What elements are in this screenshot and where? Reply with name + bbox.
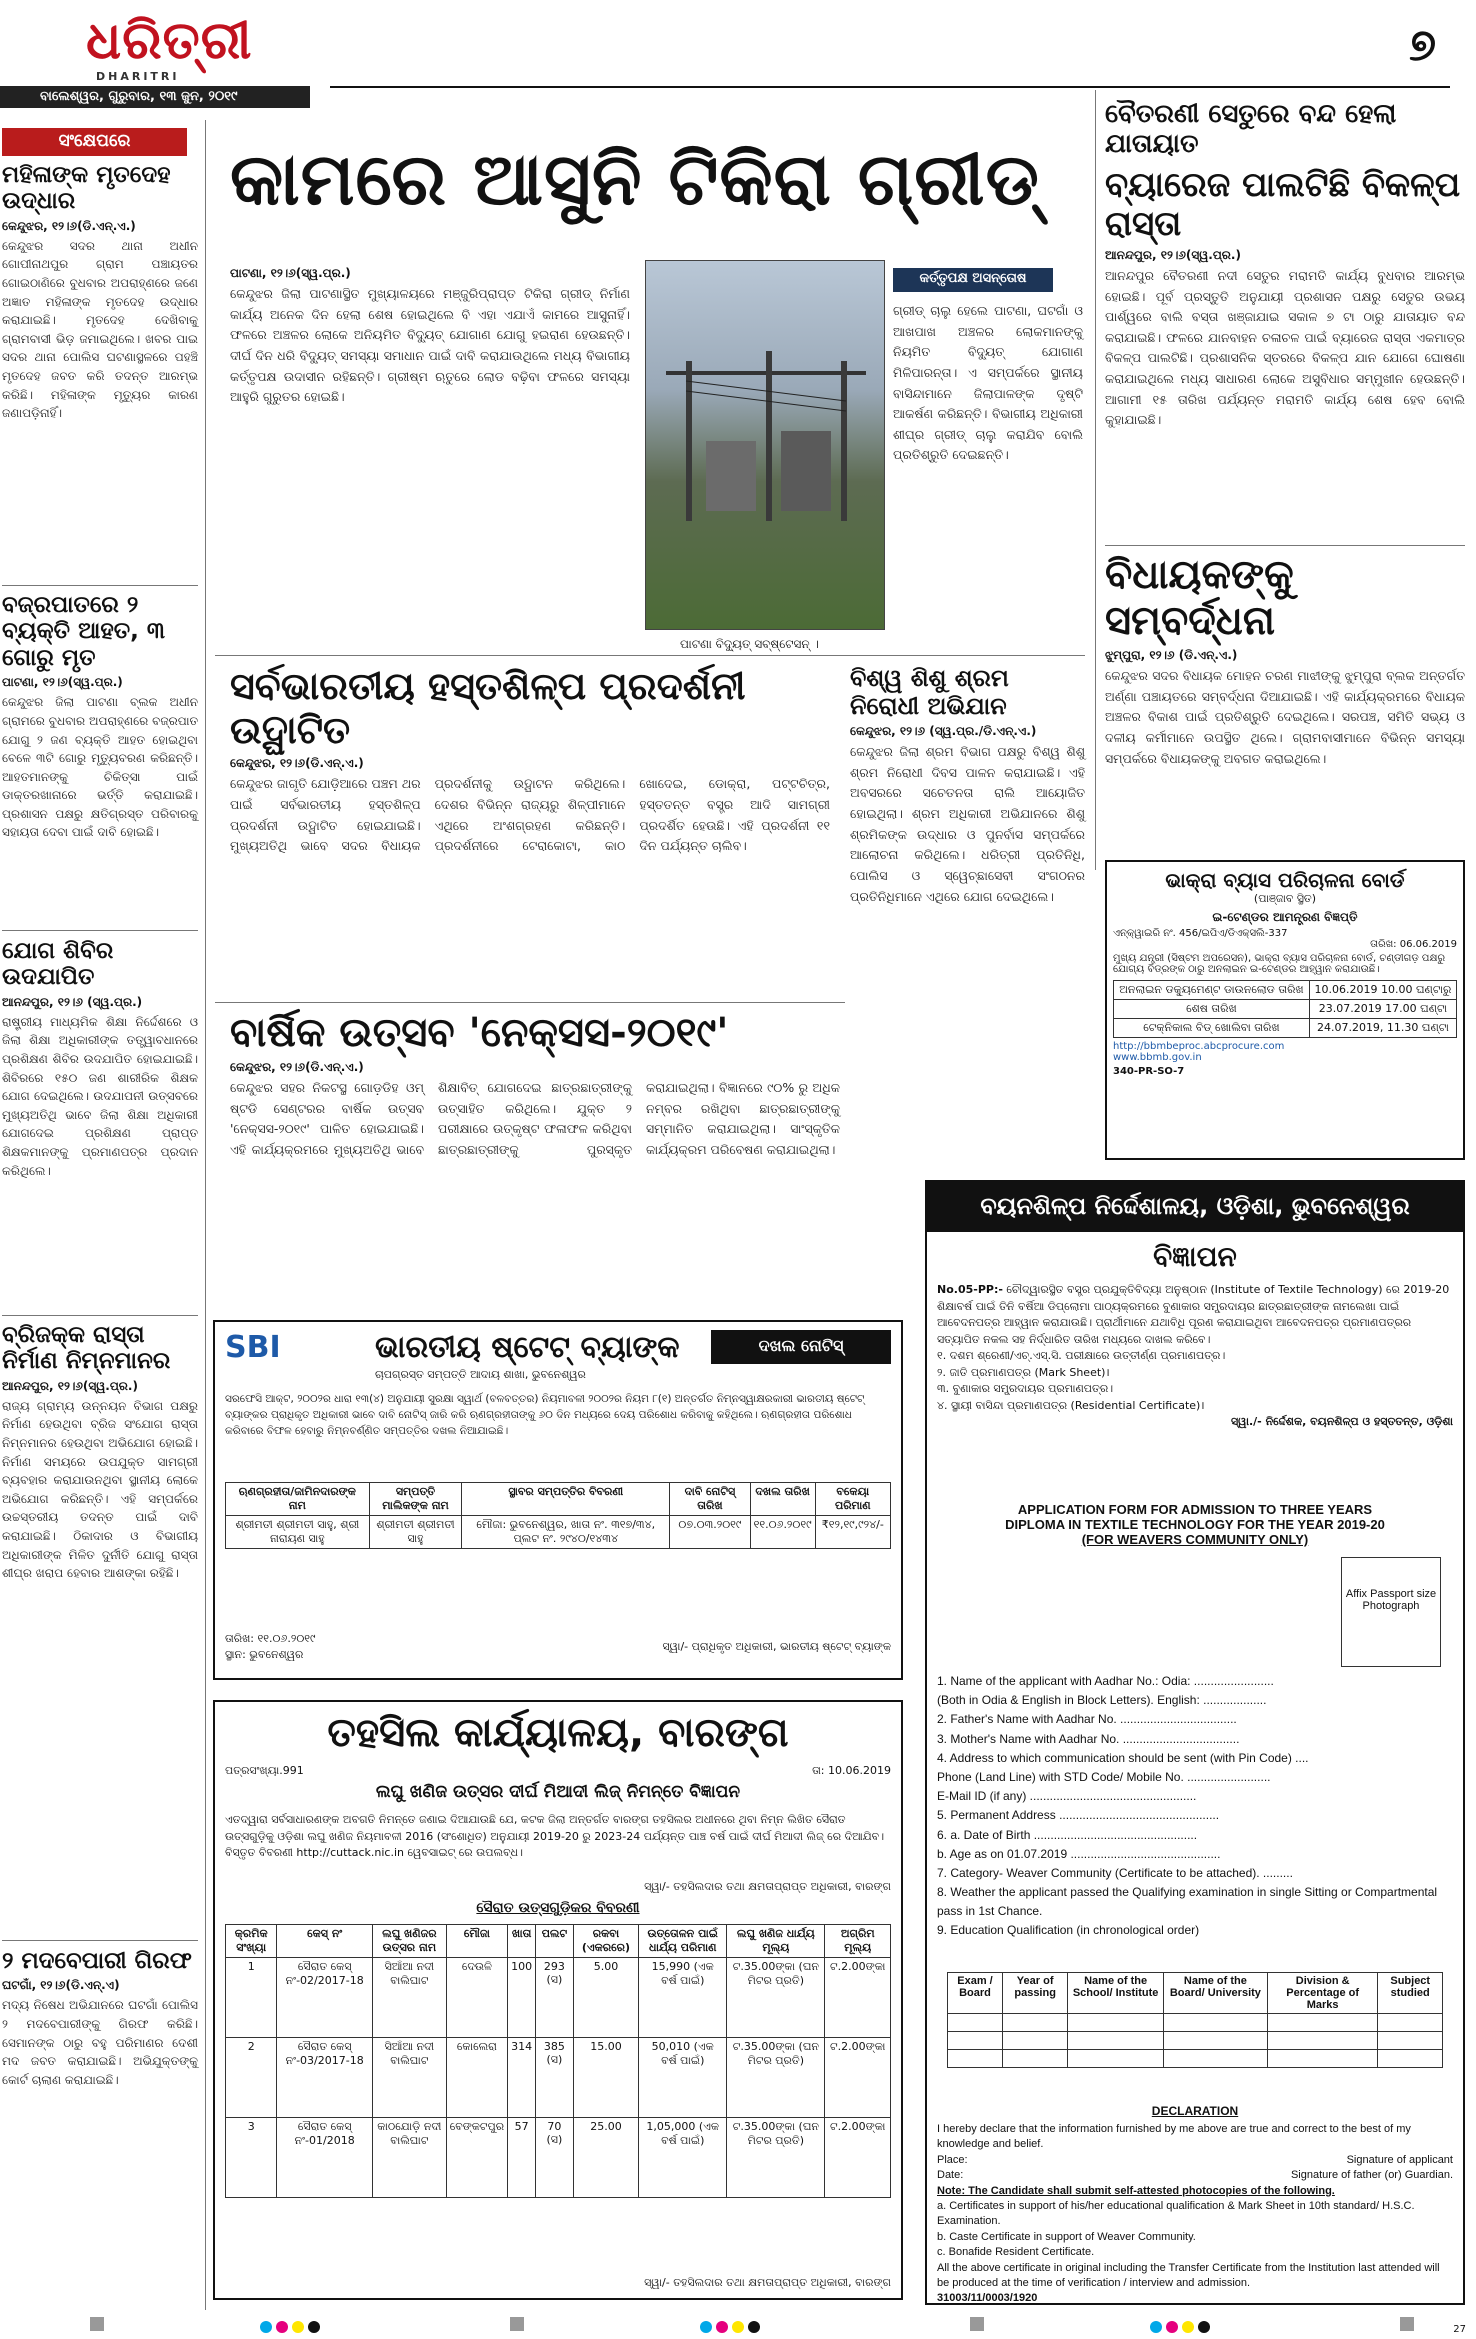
brief-item <box>2 162 198 423</box>
textile-body-wrap <box>937 1282 1453 1431</box>
divider <box>2 1315 198 1316</box>
lead-headline: କାମରେ ଆସୁନି ଟିକିରା ଗ୍ରୀଡ୍‌ <box>230 137 1040 221</box>
sbi-possession-notice <box>213 1320 903 1680</box>
note-item: c. Bonafide Resident Certificate. <box>937 2246 1095 2259</box>
edu-cell[interactable] <box>1068 2032 1164 2050</box>
child-labour-body: କେନ୍ଦୁଝର ଜିଲା ଶ୍ରମ ବିଭାଗ ପକ୍ଷରୁ ବିଶ୍ୱ ଶିଶୁ ଶ୍ରମ ନିରୋଧୀ ଦିବସ ପାଳନ କରାଯାଇଛି। ଏହି ଅବସରରେ ସଚେତନତା ରାଲି ଆୟୋଜିତ ହୋଇଥିଲା। ଶ୍ରମ ଅଧିକାରୀ ଅଭିଯାନରେ ଶିଶୁ ଶ୍ରମିକଙ୍କ ଉଦ୍ଧାର ଓ ପୁନର୍ବାସ ସମ୍ପର୍କରେ ଆଲୋଚନା କରିଥିଲେ। ଧରିତ୍ରୀ ପ୍ରତିନିଧି, ପୋଲିସ ଓ ସ୍ୱେଚ୍ଛାସେବୀ ସଂଗଠନର ପ୍ରତିନିଧିମାନେ ଏଥିରେ ଯୋଗ ଦେଇଥିଲେ। <box>850 744 1085 904</box>
cmyk-marks <box>1150 2321 1210 2333</box>
tahasil-cell: 15.00 <box>573 2038 639 2118</box>
edu-cell[interactable] <box>948 2032 1003 2050</box>
column-divider <box>205 120 206 2310</box>
sbi-cell: ₹୧୨,୧୯,୯୨୪/- <box>815 1516 890 1549</box>
handicraft-story <box>230 665 830 857</box>
tahasil-cell: 57 <box>508 2118 536 2198</box>
table-row <box>226 1958 891 2038</box>
edu-cell[interactable] <box>948 2014 1003 2032</box>
form-field-line: 6. a. Date of Birth ................................................. <box>937 1827 1198 1842</box>
textile-title: ବିଜ୍ଞାପନ <box>1153 1240 1237 1273</box>
briefs-tag: ସଂକ୍ଷେପରେ <box>2 128 187 156</box>
sbi-col-header: ଦଖଲ ତାରିଖ <box>750 1483 815 1516</box>
form-field-line: 4. Address to which communication should be sent (with Pin Code) .... <box>937 1750 1309 1765</box>
brief-byline: କେନ୍ଦୁଝର, ୧୨।୬(ଡି.ଏନ୍.ଏ.) <box>2 218 136 233</box>
child-labour-story <box>850 665 1085 907</box>
textile-list-item: ୩. ବୁଣାକାର ସମ୍ପ୍ରଦାୟର ପ୍ରମାଣପତ୍ର। <box>937 1382 1114 1395</box>
bbmb-cell: ଶେଷ ତାରିଖ <box>1114 1000 1310 1019</box>
sbi-place: ସ୍ଥାନ: ଭୁବନେଶ୍ୱର <box>225 1648 304 1661</box>
child-labour-byline: କେନ୍ଦୁଝର, ୧୨।୬ (ସ୍ୱ.ପ୍ର./ଡି.ଏନ୍.ଏ.) <box>850 724 1037 739</box>
form-field-line: 5. Permanent Address ................................................ <box>937 1808 1220 1823</box>
note-item: a. Certificates in support of his/her educational qualification & Mark Sheet in 10th standard/ H.S.C. Examination. <box>937 2199 1415 2228</box>
handicraft-byline: କେନ୍ଦୁଝର, ୧୨।୬(ଡି.ଏନ୍.ଏ.) <box>230 756 364 771</box>
bbmb-title: ଭାକ୍ରା ବ୍ୟାସ ପରିଚାଳନା ବୋର୍ଡ <box>1165 868 1405 892</box>
declaration-text: I hereby declare that the information furnished by me above are true and correct to the best of my knowledge and belief. <box>937 2123 1411 2151</box>
magenta-dot <box>716 2321 728 2333</box>
note-item: All the above certificate in original including the Transfer Certificate from the Institution last attended will be produced at the time of verification / interview and admission. <box>937 2261 1440 2289</box>
brief-headline: ବଜ୍ରପାତରେ ୨ ବ୍ୟକ୍ତି ଆହତ, ୩ ଗୋରୁ ମୃତ <box>2 592 165 671</box>
tahasil-cell: ସୈରାତ କେସ୍ ନଂ-03/2017-18 <box>277 2038 373 2118</box>
sbi-col-header: ସ୍ଥାବର ସମ୍ପତ୍ତିର ବିବରଣୀ <box>462 1483 670 1516</box>
brief-item <box>2 1322 198 1583</box>
brief-byline: ଆନନ୍ଦପୁର, ୧୨।୬ (ସ୍ୱ.ପ୍ର.) <box>2 994 143 1009</box>
sbi-col-header: ଦାବି ନୋଟିସ୍ ତାରିଖ <box>670 1483 750 1516</box>
bbmb-body: ମୁଖ୍ୟ ଯନ୍ତ୍ରୀ (ସିଷ୍ଟମ ଅପରେସନ), ଭାକ୍ରା ବ୍ୟାସ ପରିଚାଳନା ବୋର୍ଡ, ଚଣ୍ଡୀଗଡ଼ ପକ୍ଷରୁ ଯୋଗ୍ୟ ବିଡ୍‌ରଙ୍କ ଠାରୁ ଅନଲାଇନ ଇ-ଟେଣ୍ଡର ଆହ୍ୱାନ କରାଯାଉଛି। <box>1113 953 1446 975</box>
textile-dept: ବୟନଶିଳ୍ପ ନିର୍ଦ୍ଦେଶାଳୟ, ଓଡ଼ିଶା, ଭୁବନେଶ୍ୱର <box>927 1182 1463 1232</box>
divider <box>215 655 1085 656</box>
black-dot <box>748 2321 760 2333</box>
bbmb-dates-table <box>1113 980 1457 1038</box>
tahasil-col-header: ଖାତା <box>508 1925 536 1958</box>
form-field-line: 1. Name of the applicant with Aadhar No.: Odia: ........................ <box>937 1674 1274 1688</box>
edu-cell[interactable] <box>1163 2014 1267 2032</box>
edu-cell[interactable] <box>1378 2050 1443 2068</box>
yellow-dot <box>292 2321 304 2333</box>
declaration-block <box>937 2122 1453 2307</box>
form-field-line: 7. Category- Weaver Community (Certificate to be attached). ......... <box>937 1865 1293 1880</box>
yellow-dot <box>1182 2321 1194 2333</box>
bbmb-cell: ଟେକ୍ନିକାଲ ବିଡ୍ ଖୋଲିବା ତାରିଖ <box>1114 1019 1310 1038</box>
tahasil-cell: କାଠଯୋଡ଼ି ନଦୀ ବାଲିଘାଟ <box>372 2118 446 2198</box>
bbmb-url-link[interactable]: http://bbmbeproc.abcprocure.com <box>1113 1041 1285 1052</box>
tahasil-cell: ସୈରାତ କେସ୍ ନଂ-01/2018 <box>277 2118 373 2198</box>
tahasil-subtitle: ଲଘୁ ଖଣିଜ ଉତ୍ସର ଦୀର୍ଘ ମିଆଦୀ ଲିଜ୍ ନିମନ୍ତେ ବିଜ୍ଞାପନ <box>375 1782 741 1802</box>
edu-cell[interactable] <box>1267 2032 1378 2050</box>
table-header-row <box>948 1973 1443 2014</box>
tahasil-cell: ସିଆଁଆ ନଦୀ ବାଲିଘାଟ <box>372 1958 446 2038</box>
textile-sign: ସ୍ୱା./- ନିର୍ଦ୍ଦେଶକ, ବୟନଶିଳ୍ପ ଓ ହସ୍ତତନ୍ତ, ଓଡ଼ିଶା <box>1231 1415 1453 1428</box>
divider <box>215 1002 845 1003</box>
tahasil-cell: 15,990 (ଏକ ବର୍ଷ ପାଇଁ) <box>639 1958 727 2038</box>
page-number: ୭ <box>1409 20 1436 71</box>
sig-applicant: Signature of applicant <box>1346 2153 1453 2166</box>
bbmb-sub: (ପାଞ୍ଜାବ ସ୍ଥିତ) <box>1253 892 1317 905</box>
table-row <box>948 2032 1443 2050</box>
form-fields <box>937 1672 1453 1941</box>
tahasil-cell: 70 (ସ) <box>536 2118 574 2198</box>
tahasil-date: ତା: 10.06.2019 <box>812 1764 891 1777</box>
date-label: Date: <box>937 2169 964 2182</box>
registration-mark <box>510 2317 524 2331</box>
table-row <box>1114 1019 1457 1038</box>
textile-body: ଚୌଦ୍ୱାରସ୍ଥିତ ବସ୍ତ୍ର ପ୍ରଯୁକ୍ତିବିଦ୍ୟା ଅନୁଷ୍ଠାନ (Institute of Textile Technology) ରେ 2019-20 ଶିକ୍ଷାବର୍ଷ ପାଇଁ ତିନି ବର୍ଷିଆ ଡିପ୍ଲୋମା ପାଠ୍ୟକ୍ରମରେ ବୁଣାକାର ସମ୍ପ୍ରଦାୟର ଛାତ୍ରଛାତ୍ରୀଙ୍କ ନାମଲେଖା ପାଇଁ ଆବେଦନପତ୍ର ଆହ୍ୱାନ କରାଯାଉଛି। ପ୍ରାର୍ଥୀମାନେ ଯଥାବିଧି ପୂରଣ କରାଯାଇଥିବା ଆବେଦନପତ୍ର ପ୍ରମାଣପତ୍ରର ସତ୍ୟାପିତ ନକଲ ସହ ନିର୍ଦ୍ଧାରିତ ତାରିଖ ମଧ୍ୟରେ ଦାଖଲ କରିବେ। <box>937 1283 1450 1346</box>
tahasil-cell: 1 <box>226 1958 277 2038</box>
brief-item <box>2 938 198 1180</box>
newspaper-logo: ଧରିତ୍ରୀ <box>86 10 253 71</box>
note-title: Note: The Candidate shall submit self-attested photocopies of the following. <box>937 2184 1335 2197</box>
nexus-body: କେନ୍ଦୁଝର ସହର ନିକଟସ୍ଥ ଗୋଡ଼ଡିହ ଓମ୍ ଷ୍ଟଡି ସେଣ୍ଟରର ବାର୍ଷିକ ଉତ୍ସବ 'ନେକ୍ସସ-୨୦୧୯' ପାଳିତ ହୋଇଯାଇଛି। ଏହି କାର୍ଯ୍ୟକ୍ରମରେ ମୁଖ୍ୟଅତିଥି ଭାବେ ଶିକ୍ଷାବିତ୍ ଯୋଗଦେଇ ଛାତ୍ରଛାତ୍ରୀଙ୍କୁ ଉତ୍ସାହିତ କରିଥିଲେ। ଯୁକ୍ତ ୨ ପରୀକ୍ଷାରେ ଉତ୍କୃଷ୍ଟ ଫଳାଫଳ କରିଥିବା ଛାତ୍ରଛାତ୍ରୀଙ୍କୁ ପୁରସ୍କୃତ କରାଯାଇଥିଲା। ବିଜ୍ଞାନରେ ୯୦% ରୁ ଅଧିକ ନମ୍ବର ରଖିଥିବା ଛାତ୍ରଛାତ୍ରୀଙ୍କୁ ସମ୍ମାନିତ କରାଯାଇଥିଲା। ସାଂସ୍କୃତିକ କାର୍ଯ୍ୟକ୍ରମ ପରିବେଷଣ କରାଯାଇଥିଲା। <box>230 1080 840 1157</box>
form-field-line: (Both in Odia & English in Block Letters). English: ................... <box>937 1693 1267 1708</box>
divider <box>2 585 198 586</box>
bbmb-cell: 23.07.2019 17.00 ଘଣ୍ଟା <box>1309 1000 1456 1019</box>
edu-cell[interactable] <box>1068 2050 1164 2068</box>
form-field-line: b. Age as on 01.07.2019 ............................................. <box>937 1846 1221 1861</box>
handicraft-body: କେନ୍ଦୁଝର ଜାଗୃତି ଯୋଡ଼ିଆରେ ପଞ୍ଚମ ଥର ପାଇଁ ସର୍ବଭାରତୀୟ ହସ୍ତଶିଳ୍ପ ପ୍ରଦର୍ଶନୀ ଉଦ୍ଘାଟିତ ହୋଇଯାଇଛି। ମୁଖ୍ୟଅତିଥି ଭାବେ ସଦର ବିଧାୟକ ପ୍ରଦର୍ଶନୀକୁ ଉଦ୍ଘାଟନ କରିଥିଲେ। ଦେଶର ବିଭିନ୍ନ ରାଜ୍ୟରୁ ଶିଳ୍ପୀମାନେ ଏଥିରେ ଅଂଶଗ୍ରହଣ କରିଛନ୍ତି। ପ୍ରଦର୍ଶନୀରେ ଟେରାକୋଟା, କାଠ ଖୋଦେଇ, ଡୋକ୍ରା, ପଟ୍ଟଚିତ୍ର, ହସ୍ତତନ୍ତ ବସ୍ତ୍ର ଆଦି ସାମଗ୍ରୀ ପ୍ରଦର୍ଶିତ ହେଉଛି। ଏହି ପ୍ରଦର୍ଶନୀ ୧୧ ଦିନ ପର୍ଯ୍ୟନ୍ତ ଚାଲିବ। <box>230 776 830 854</box>
table-row <box>948 2014 1443 2032</box>
tahasil-col-header: ଲଘୁ ଖଣିଜର ଉତ୍ସର ନାମ <box>372 1925 446 1958</box>
cyan-dot <box>1150 2321 1162 2333</box>
footer-code: 27 <box>1453 2324 1466 2335</box>
vaitarani-story <box>1105 100 1465 431</box>
tahasil-cell: 314 <box>508 2038 536 2118</box>
photo-caption: ପାଟଣା ବିଦ୍ୟୁତ୍ ସବ୍‌ଷ୍ଟେସନ୍ । <box>680 637 819 651</box>
sbi-body: ସରଫେସି ଆକ୍ଟ, ୨୦୦୨ର ଧାରା ୧୩(୪) ଅନୁଯାୟୀ ସୁରକ୍ଷା ସ୍ୱାର୍ଥ (ବଳବତ୍ତର) ନିୟମାବଳୀ ୨୦୦୨ର ନିୟମ ୮(୧) ଅନ୍ତର୍ଗତ ନିମ୍ନସ୍ୱାକ୍ଷରକାରୀ ଭାରତୀୟ ଷ୍ଟେଟ୍ ବ୍ୟାଙ୍କର ପ୍ରାଧିକୃତ ଅଧିକାରୀ ଭାବେ ଦାବି ନୋଟିସ୍ ଜାରି କରି ଋଣଗ୍ରହୀତାଙ୍କୁ ୬୦ ଦିନ ମଧ୍ୟରେ ଦେୟ ପରିଶୋଧ କରିବାକୁ କହିଥିଲେ। ଋଣଗ୍ରହୀତା ପରିଶୋଧ କରିବାରେ ବିଫଳ ହେବାରୁ ନିମ୍ନବର୍ଣ୍ଣିତ ସମ୍ପତ୍ତିର ଦଖଲ ନିଆଯାଇଛି। <box>225 1393 865 1437</box>
tahasil-col-header: ରକବା (ଏକରରେ) <box>573 1925 639 1958</box>
place-label: Place: <box>937 2153 968 2166</box>
edu-cell[interactable] <box>1068 2014 1164 2032</box>
lead-body-right: ଗ୍ରୀଡ୍ ଚାଲୁ ହେଲେ ପାଟଣା, ଘଟଗାଁ ଓ ଆଖପାଖ ଅଞ୍ଚଳର ଲୋକମାନଙ୍କୁ ନିୟମିତ ବିଦ୍ୟୁତ୍ ଯୋଗାଣ ମିଳିପାରନ୍ତା। ଏ ସମ୍ପର୍କରେ ସ୍ଥାନୀୟ ବାସିନ୍ଦାମାନେ ଜିଲାପାଳଙ୍କ ଦୃଷ୍ଟି ଆକର୍ଷଣ କରିଛନ୍ତି। ବିଭାଗୀୟ ଅଧିକାରୀ ଶୀଘ୍ର ଗ୍ରୀଡ୍ ଚାଲୁ କରାଯିବ ବୋଲି ପ୍ରତିଶ୍ରୁତି ଦେଇଛନ୍ତି। <box>893 303 1083 463</box>
note-item: b. Caste Certificate in support of Weaver Community. <box>937 2230 1196 2243</box>
brief-body: କେନ୍ଦୁଝର ସଦର ଥାନା ଅଧୀନ ଗୋପୀନାଥପୁର ଗ୍ରାମ ପଞ୍ଚାୟତର ଗୋଇଠାଣିରେ ବୁଧବାର ଅପରାହ୍ଣରେ ଜଣେ ଅଜ୍ଞାତ ମହିଳାଙ୍କ ମୃତଦେହ ଉଦ୍ଧାର କରାଯାଇଛି। ମୃତଦେହ ଦେଖିବାକୁ ଗ୍ରାମବାସୀ ଭିଡ଼ ଜମାଇଥିଲେ। ଖବର ପାଇ ସଦର ଥାନା ପୋଲିସ ଘଟଣାସ୍ଥଳରେ ପହଞ୍ଚି ମୃତଦେହ ଜବତ କରି ତଦନ୍ତ ଆରମ୍ଭ କରିଛି। ମହିଳାଙ୍କ ମୃତ୍ୟୁର କାରଣ ଜଣାପଡ଼ିନାହିଁ। <box>2 238 198 421</box>
tahasil-col-header: ଅଗ୍ରିମ ମୂଲ୍ୟ <box>825 1925 891 1958</box>
magenta-dot <box>276 2321 288 2333</box>
tahasil-cell: 385 (ସ) <box>536 2038 574 2118</box>
tahasil-cell: ଟ.35.00ଙ୍କା (ଘନ ମିଟର ପ୍ରତି) <box>727 2118 825 2198</box>
bbmb-date: ତାରିଖ: 06.06.2019 <box>1370 939 1457 950</box>
brief-headline: ବ୍ରିଜକ୍କ ରାସ୍ତା ନିର୍ମାଣ ନିମ୍ନମାନର <box>2 1322 171 1375</box>
textile-code: 31003/11/0003/1920 <box>937 2292 1038 2305</box>
edu-col-header: Exam / Board <box>948 1973 1003 2014</box>
brief-headline: ୨ ମଦବେପାରୀ ଗିରଫ <box>2 1948 192 1974</box>
tahasil-title: ତହସିଲ କାର୍ଯ୍ୟାଳୟ, ବାରଙ୍ଗ <box>327 1710 789 1756</box>
form-title <box>927 1502 1463 1547</box>
sbi-col-header: ସମ୍ପତ୍ତି ମାଲିକଙ୍କ ନାମ <box>369 1483 462 1516</box>
table-row <box>1114 981 1457 1000</box>
mla-body: କେନ୍ଦୁଝର ସଦର ବିଧାୟକ ମୋହନ ଚରଣ ମାଝୀଙ୍କୁ ଝୁମ୍ପୁରା ବ୍ଲକ ଅନ୍ତର୍ଗତ ଅର୍ଣ୍ଣା ପଞ୍ଚାୟତରେ ସମ୍ବର୍ଦ୍ଧନା ଦିଆଯାଇଛି। ଏହି କାର୍ଯ୍ୟକ୍ରମରେ ବିଧାୟକ ଅଞ୍ଚଳର ବିକାଶ ପାଇଁ ପ୍ରତିଶ୍ରୁତି ଦେଇଥିଲେ। ସରପଞ୍ଚ, ସମିତି ସଭ୍ୟ ଓ ଦଳୀୟ କର୍ମୀମାନେ ଉପସ୍ଥିତ ଥିଲେ। ଗ୍ରାମବାସୀମାନେ ବିଭିନ୍ନ ସମସ୍ୟା ସମ୍ପର୍କରେ ବିଧାୟକଙ୍କୁ ଅବଗତ କରାଇଥିଲେ। <box>1105 668 1465 766</box>
brief-item <box>2 592 198 842</box>
bbmb-url-link[interactable]: www.bbmb.gov.in <box>1113 1052 1202 1063</box>
tahasil-cell: ଟ.35.00ଙ୍କା (ଘନ ମିଟର ପ୍ରତି) <box>727 2038 825 2118</box>
tahasil-cell: 100 <box>508 1958 536 2038</box>
tahasil-cell: ସିଆଁଆ ନଦୀ ବାଲିଘାଟ <box>372 2038 446 2118</box>
tahasil-table-title: ସୈରାତ ଉତ୍ସଗୁଡ଼ିକର ବିବରଣୀ <box>476 1900 640 1916</box>
tahasil-cell: କୋଲେରା <box>446 2038 507 2118</box>
black-dot <box>1198 2321 1210 2333</box>
textile-list-item: ୨. ଜାତି ପ୍ରମାଣପତ୍ର (Mark Sheet)। <box>937 1365 1110 1379</box>
tahasil-col-header: କ୍ରମିକ ସଂଖ୍ୟା <box>226 1925 277 1958</box>
vaitarani-headline: ବ୍ୟାରେଜ ପାଲଟିଛି ବିକଳ୍ପ ରାସ୍ତା <box>1105 164 1461 244</box>
edu-cell[interactable] <box>1378 2032 1443 2050</box>
bbmb-cell: 10.06.2019 10.00 ଘଣ୍ଟାରୁ <box>1309 981 1456 1000</box>
tahasil-col-header: ପଲଟ <box>536 1925 574 1958</box>
edu-cell[interactable] <box>1003 2050 1068 2068</box>
bbmb-tender-label: ଇ-ଟେଣ୍ଡର ଆମନ୍ତ୍ରଣ ବିଜ୍ଞପ୍ତି <box>1212 910 1358 924</box>
tahasil-signature: ସ୍ୱା/- ତହସିଲଦାର ତଥା କ୍ଷମତାପ୍ରାପ୍ତ ଅଧିକାରୀ, ବାରଙ୍ଗ <box>644 2276 891 2289</box>
sbi-table-wrap <box>225 1482 891 1549</box>
tahasil-col-header: ଉତ୍ତୋଳନ ପାଇଁ ଧାର୍ଯ୍ୟ ପରିମାଣ <box>639 1925 727 1958</box>
form-field-line: 2. Father's Name with Aadhar No. ................................... <box>937 1712 1237 1727</box>
sig-father: Signature of father (or) Guardian. <box>1290 2169 1453 2182</box>
brief-item <box>2 1948 198 2089</box>
lead-byline: ପାଟଣା, ୧୨।୬(ସ୍ୱ.ପ୍ର.) <box>230 266 351 280</box>
bbmb-code: 340-PR-SO-7 <box>1113 1066 1185 1077</box>
tahasil-cell: ଟ.35.00ଙ୍କା (ଘନ ମିଟର ପ୍ରତି) <box>727 1958 825 2038</box>
black-dot <box>308 2321 320 2333</box>
divider <box>1105 545 1465 546</box>
substation-photo <box>645 260 885 630</box>
table-row <box>226 2038 891 2118</box>
bbmb-cell: ଅନଲାଇନ ଡକ୍ୟୁମେଣ୍ଟ ଡାଉନଲୋଡ ତାରିଖ <box>1114 981 1310 1000</box>
tahasil-cell: 1,05,000 (ଏକ ବର୍ଷ ପାଇଁ) <box>639 2118 727 2198</box>
sbi-col-header: ଋଣଗ୍ରହୀତା/ଜାମିନଦାରଙ୍କ ନାମ <box>226 1483 370 1516</box>
sbi-logo: SBI <box>225 1330 281 1365</box>
edu-cell[interactable] <box>1267 2014 1378 2032</box>
edu-cell[interactable] <box>1003 2014 1068 2032</box>
vaitarani-kicker: ବୈତରଣୀ ସେତୁରେ ବନ୍ଦ ହେଲା ଯାତାୟାତ <box>1105 99 1397 159</box>
form-field-line: Phone (Land Line) with STD Code/ Mobile No. ......................... <box>937 1769 1271 1784</box>
tahasil-cell: ବେଙ୍କଟପୁର <box>446 2118 507 2198</box>
lead-story-left <box>230 262 630 408</box>
tahasil-notice <box>213 1700 903 2300</box>
tahasil-table-wrap <box>225 1924 891 2198</box>
edu-cell[interactable] <box>1163 2050 1267 2068</box>
cyan-dot <box>260 2321 272 2333</box>
bbmb-tender-ad <box>1105 860 1465 1160</box>
edu-cell[interactable] <box>1378 2014 1443 2032</box>
mla-byline: ଝୁମ୍ପୁରା, ୧୨।୬ (ଡି.ଏନ୍.ଏ.) <box>1105 648 1238 662</box>
registration-mark <box>1400 2317 1414 2331</box>
form-title-line: APPLICATION FORM FOR ADMISSION TO THREE YEARS <box>1017 1502 1373 1517</box>
child-labour-headline: ବିଶ୍ୱ ଶିଶୁ ଶ୍ରମ ନିରୋଧୀ ଅଭିଯାନ <box>850 664 1009 720</box>
declaration-title: DECLARATION <box>1151 2104 1239 2118</box>
vaitarani-byline: ଆନନ୍ଦପୁର, ୧୨।୬(ସ୍ୱ.ପ୍ର.) <box>1105 247 1241 262</box>
form-title-line: (FOR WEAVERS COMMUNITY ONLY) <box>1081 1532 1309 1547</box>
textile-list-item: ୧. ଦଶମ ଶ୍ରେଣୀ/ଏଚ୍.ଏସ୍.ସି. ପରୀକ୍ଷାରେ ଉତ୍ତୀର୍ଣ୍ଣ ପ୍ରମାଣପତ୍ର। <box>937 1349 1226 1362</box>
dateline: ବାଲେଶ୍ୱର, ଗୁରୁବାର, ୧୩ ଜୁନ, ୨୦୧୯ <box>0 86 310 108</box>
masthead <box>0 0 1476 110</box>
edu-col-header: Name of the School/ Institute <box>1068 1973 1164 2014</box>
edu-col-header: Name of the Board/ University <box>1163 1973 1267 2014</box>
tahasil-cell: 50,010 (ଏକ ବର୍ଷ ପାଇଁ) <box>639 2038 727 2118</box>
sbi-cell: ମୌଜା: ଭୁବନେଶ୍ୱର, ଖାତା ନଂ. ୩୧୭/୩୪, ପ୍ଲଟ ନଂ. ୨୯୪୦/୧୪୩୪ <box>462 1516 670 1549</box>
nexus-byline: କେନ୍ଦୁଝର, ୧୨।୬(ଡି.ଏନ୍.ଏ.) <box>230 1060 364 1074</box>
form-field-line: E-Mail ID (if any) .................................................. <box>937 1789 1197 1804</box>
tahasil-cell: ଟ.2.00ଙ୍କା <box>825 2118 891 2198</box>
tahasil-table <box>225 1924 891 2198</box>
column-divider <box>1095 90 1096 870</box>
brief-body: ରାଜ୍ୟ ଗ୍ରାମ୍ୟ ଉନ୍ନୟନ ବିଭାଗ ପକ୍ଷରୁ ନିର୍ମାଣ ହେଉଥିବା ବ୍ରିଜ ସଂଯୋଗ ରାସ୍ତା ନିମ୍ନମାନର ହେଉଥିବା ଅଭିଯୋଗ ହୋଇଛି। ନିର୍ମାଣ ସମୟରେ ଉପଯୁକ୍ତ ସାମଗ୍ରୀ ବ୍ୟବହାର କରାଯାଉନଥିବା ସ୍ଥାନୀୟ ଲୋକେ ଅଭିଯୋଗ କରିଛନ୍ତି। ଏହି ସମ୍ପର୍କରେ ଉଚ୍ଚସ୍ତରୀୟ ତଦନ୍ତ ପାଇଁ ଦାବି କରାଯାଇଛି। ଠିକାଦାର ଓ ବିଭାଗୀୟ ଅଧିକାରୀଙ୍କ ମିଳିତ ଦୁର୍ନୀତି ଯୋଗୁ ରାସ୍ତା ଶୀଘ୍ର ଖରାପ ହେବାର ଆଶଙ୍କା ରହିଛି। <box>2 1398 198 1581</box>
cmyk-marks <box>260 2321 320 2333</box>
brief-body: ରାଷ୍ଟ୍ରୀୟ ମାଧ୍ୟମିକ ଶିକ୍ଷା ନିର୍ଦ୍ଦେଶରେ ଓ ଜିଲା ଶିକ୍ଷା ଅଧିକାରୀଙ୍କ ତତ୍ତ୍ୱାବଧାନରେ ପ୍ରଶିକ୍ଷଣ ଶିବିର ଉଦଯାପିତ ହୋଇଯାଇଛି। ଶିବିରରେ ୧୫୦ ଜଣ ଶାରୀରିକ ଶିକ୍ଷକ ଯୋଗ ଦେଇଥିଲେ। ଉଦଯାପନୀ ଉତ୍ସବରେ ମୁଖ୍ୟଅତିଥି ଭାବେ ଜିଲା ଶିକ୍ଷା ଅଧିକାରୀ ଯୋଗଦେଇ ପ୍ରଶିକ୍ଷଣ ପ୍ରାପ୍ତ ଶିକ୍ଷକମାନଙ୍କୁ ପ୍ରମାଣପତ୍ର ପ୍ରଦାନ କରିଥିଲେ। <box>2 1014 198 1178</box>
brief-byline: ଘଟଗାଁ, ୧୨।୬(ଡି.ଏନ୍.ଏ) <box>2 1978 120 1993</box>
edu-table-wrap <box>947 1972 1443 2068</box>
table-row <box>1114 1000 1457 1019</box>
tahasil-cell: ଦେଉଳି <box>446 1958 507 2038</box>
tahasil-col-header: ମୌଜା <box>446 1925 507 1958</box>
mla-story <box>1105 552 1465 769</box>
table-row <box>226 2118 891 2198</box>
tahasil-memo: ପତ୍ରସଂଖ୍ୟା.991 <box>225 1764 304 1777</box>
substation-illustration <box>646 261 886 631</box>
newspaper-logo-sub: DHARITRI <box>96 70 180 83</box>
bbmb-ref: ଏନ୍‌କ୍ୱାଇରି ନଂ. 456/ଇପିଏ/ଡିଏକ୍ସଲି-337 <box>1113 928 1288 939</box>
textile-no: No.05-PP:- <box>937 1283 1003 1296</box>
divider <box>2 930 198 931</box>
registration-mark <box>970 2317 984 2331</box>
brief-headline: ମହିଳାଙ୍କ ମୃତଦେହ ଉଦ୍ଧାର <box>2 162 171 215</box>
mla-headline: ବିଧାୟକଙ୍କୁ ସମ୍ବର୍ଦ୍ଧନା <box>1105 552 1294 644</box>
nexus-headline: ବାର୍ଷିକ ଉତ୍ସବ 'ନେକ୍ସସ-୨୦୧୯' <box>230 1010 729 1056</box>
sbi-cell: ଶ୍ରୀମତୀ ଶ୍ରୀମତୀ ସାହୁ, ଶ୍ରୀ ନାରାୟଣ ସାହୁ <box>226 1516 370 1549</box>
table-header-row <box>226 1925 891 1958</box>
table-row <box>226 1516 891 1549</box>
tahasil-cell: 2 <box>226 2038 277 2118</box>
edu-col-header: Subject studied <box>1378 1973 1443 2014</box>
sbi-name: ଭାରତୀୟ ଷ୍ଟେଟ୍ ବ୍ୟାଙ୍କ <box>375 1330 680 1365</box>
sbi-col-header: ବକେୟା ପରିମାଣ <box>815 1483 890 1516</box>
magenta-dot <box>1166 2321 1178 2333</box>
sbi-notice-tag: ଦଖଲ ନୋଟିସ୍ <box>711 1330 891 1364</box>
edu-cell[interactable] <box>1003 2032 1068 2050</box>
table-row <box>948 2050 1443 2068</box>
edu-col-header: Year of passing <box>1003 1973 1068 2014</box>
brief-byline: ଆନନ୍ଦପୁର, ୧୨।୬(ସ୍ୱ.ପ୍ର.) <box>2 1378 138 1393</box>
tahasil-col-header: ଲଘୁ ଖଣିଜ ଧାର୍ଯ୍ୟ ମୂଲ୍ୟ <box>727 1925 825 1958</box>
lead-story-right <box>893 298 1083 466</box>
form-field-line: 8. Weather the applicant passed the Qualifying examination in single Sitting or Compartmental pass in 1st Chance. <box>937 1885 1438 1919</box>
tahasil-cell: 5.00 <box>573 1958 639 2038</box>
form-field-line: 3. Mother's Name with Aadhar No. ................................... <box>937 1731 1240 1746</box>
cyan-dot <box>700 2321 712 2333</box>
sbi-table <box>225 1482 891 1549</box>
lead-body-left: କେନ୍ଦୁଝର ଜିଲା ପାଟଣାସ୍ଥିତ ମୁଖ୍ୟାଳୟରେ ମଞ୍ଜୁରିପ୍ରାପ୍ତ ଟିକିରା ଗ୍ରୀଡ୍ ନିର୍ମାଣ କାର୍ଯ୍ୟ ଅନେକ ଦିନ ହେଲା ଶେଷ ହୋଇଥିଲେ ବି ଏହା ଏଯାଏଁ କାମରେ ଆସୁନାହିଁ। ଫଳରେ ଅଞ୍ଚଳର ଲୋକେ ଅନିୟମିତ ବିଦ୍ୟୁତ୍ ଯୋଗାଣ ଯୋଗୁ ହଇରାଣ ହେଉଛନ୍ତି। ଦୀର୍ଘ ଦିନ ଧରି ବିଦ୍ୟୁତ୍ ସମସ୍ୟା ସମାଧାନ ପାଇଁ ଦାବି କରାଯାଉଥିଲେ ମଧ୍ୟ ବିଭାଗୀୟ କର୍ତ୍ତୃପକ୍ଷ ଉଦାସୀନ ରହିଛନ୍ତି। ଗ୍ରୀଷ୍ମ ଋତୁରେ ଲୋଡ ବଢ଼ିବା ଫଳରେ ସମସ୍ୟା ଆହୁରି ଗୁରୁତର ହୋଇଛି। <box>230 286 630 405</box>
tahasil-body: ଏତଦ୍ୱାରା ସର୍ବସାଧାରଣଙ୍କ ଅବଗତି ନିମନ୍ତେ ଜଣାଇ ଦିଆଯାଉଛି ଯେ, କଟକ ଜିଲା ଅନ୍ତର୍ଗତ ବାରଙ୍ଗ ତହସିଲର ଅଧୀନରେ ଥିବା ନିମ୍ନ ଲିଖିତ ସୈରାତ ଉତ୍ସଗୁଡ଼ିକୁ ଓଡ଼ିଶା ଲଘୁ ଖଣିଜ ନିୟମାବଳୀ 2016 (ସଂଶୋଧିତ) ଅନୁଯାୟୀ 2019-20 ରୁ 2023-24 ପର୍ଯ୍ୟନ୍ତ ପାଞ୍ଚ ବର୍ଷ ପାଇଁ ଦୀର୍ଘ ମିଆଦୀ ଲିଜ୍ ରେ ଦିଆଯିବ। ବିସ୍ତୃତ ବିବରଣୀ http://cuttack.nic.in ୱେବସାଇଟ୍ ରେ ଉପଲବ୍ଧ। <box>225 1813 885 1859</box>
tahasil-cell: ଟ.2.00ଙ୍କା <box>825 2038 891 2118</box>
tahasil-cell: ସୈରାତ କେସ୍ ନଂ-02/2017-18 <box>277 1958 373 2038</box>
tahasil-cell: 25.00 <box>573 2118 639 2198</box>
divider <box>2 1940 198 1941</box>
lead-tag: କର୍ତ୍ତୃପକ୍ଷ ଅସନ୍ତୋଷ <box>893 268 1053 292</box>
sbi-cell: ୦୭.୦୩.୨୦୧୯ <box>670 1516 750 1549</box>
cmyk-marks <box>700 2321 760 2333</box>
tahasil-cell: 293 (ସ) <box>536 1958 574 2038</box>
tahasil-signature-top: ସ୍ୱା/- ତହସିଲଦାର ତଥା କ୍ଷମତାପ୍ରାପ୍ତ ଅଧିକାରୀ, ବାରଙ୍ଗ <box>644 1880 891 1893</box>
edu-cell[interactable] <box>1267 2050 1378 2068</box>
registration-mark <box>90 2317 104 2331</box>
tahasil-col-header: କେସ୍ ନଂ <box>277 1925 373 1958</box>
bbmb-cell: 24.07.2019, 11.30 ଘଣ୍ଟା <box>1309 1019 1456 1038</box>
sbi-branch: ଚାପଗ୍ରସ୍ତ ସମ୍ପତ୍ତି ଆଦାୟ ଶାଖା, ଭୁବନେଶ୍ୱର <box>375 1368 586 1381</box>
edu-cell[interactable] <box>948 2050 1003 2068</box>
form-field-line: 9. Education Qualification (in chronological order) <box>937 1923 1200 1938</box>
textile-admission-notice <box>925 1180 1465 2305</box>
handicraft-headline: ସର୍ବଭାରତୀୟ ହସ୍ତଶିଳ୍ପ ପ୍ରଦର୍ଶନୀ ଉଦ୍ଘାଟିତ <box>230 664 746 752</box>
sbi-signature: ସ୍ୱା/- ପ୍ରାଧିକୃତ ଅଧିକାରୀ, ଭାରତୀୟ ଷ୍ଟେଟ୍ ବ୍ୟାଙ୍କ <box>662 1640 891 1653</box>
nexus-story <box>230 1010 840 1161</box>
edu-cell[interactable] <box>1163 2032 1267 2050</box>
edu-col-header: Division & Percentage of Marks <box>1267 1973 1378 2014</box>
brief-byline: ପାଟଣା, ୧୨।୬(ସ୍ୱ.ପ୍ର.) <box>2 675 123 690</box>
tahasil-cell: ଟ.2.00ଙ୍କା <box>825 1958 891 2038</box>
brief-body: କେନ୍ଦୁଝର ଜିଲା ପାଟଣା ବ୍ଲକ ଅଧୀନ ଗ୍ରାମରେ ବୁଧବାର ଅପରାହ୍ଣରେ ବଜ୍ରପାତ ଯୋଗୁ ୨ ଜଣ ବ୍ୟକ୍ତି ଆହତ ହୋଇଥିବା ବେଳେ ୩ଟି ଗୋରୁ ମୃତ୍ୟୁବରଣ କରିଛନ୍ତି। ଆହତମାନଙ୍କୁ ଚିକିତ୍ସା ପାଇଁ ଡାକ୍ତରଖାନାରେ ଭର୍ତ୍ତି କରାଯାଇଛି। ପ୍ରଶାସନ ପକ୍ଷରୁ କ୍ଷତିଗ୍ରସ୍ତ ପରିବାରକୁ ସହାୟତା ଦେବା ପାଇଁ ଦାବି ହୋଇଛି। <box>2 695 198 840</box>
sbi-date: ତାରିଖ: ୧୧.୦୬.୨୦୧୯ <box>225 1632 316 1645</box>
brief-body: ମଦ୍ୟ ନିଷେଧ ଅଭିଯାନରେ ଘଟଗାଁ ପୋଲିସ ୨ ମଦବେପାରୀଙ୍କୁ ଗିରଫ କରିଛି। ସେମାନଙ୍କ ଠାରୁ ବହୁ ପରିମାଣର ଦେଶୀ ମଦ ଜବତ କରାଯାଇଛି। ଅଭିଯୁକ୍ତଙ୍କୁ କୋର୍ଟ ଚାଲାଣ କରାଯାଇଛି। <box>2 1998 198 2087</box>
sbi-cell: ଶ୍ରୀମତୀ ଶ୍ରୀମତୀ ସାହୁ <box>369 1516 462 1549</box>
sbi-cell: ୧୧.୦୬.୨୦୧୯ <box>750 1516 815 1549</box>
table-header-row <box>226 1483 891 1516</box>
yellow-dot <box>732 2321 744 2333</box>
top-rule <box>330 86 1450 88</box>
education-table <box>947 1972 1443 2068</box>
tahasil-cell: 3 <box>226 2118 277 2198</box>
form-title-line: DIPLOMA IN TEXTILE TECHNOLOGY FOR THE YEAR 2019-20 <box>1005 1517 1385 1532</box>
textile-list-item: ୪. ସ୍ଥାୟୀ ବାସିନ୍ଦା ପ୍ରମାଣପତ୍ର (Residential Certificate)। <box>937 1398 1205 1412</box>
photo-slot: Affix Passport size Photograph <box>1341 1557 1441 1667</box>
vaitarani-body: ଆନନ୍ଦପୁର ବୈତରଣୀ ନଦୀ ସେତୁର ମରାମତି କାର୍ଯ୍ୟ ବୁଧବାର ଆରମ୍ଭ ହୋଇଛି। ପୂର୍ବ ପ୍ରସ୍ତୁତି ଅନୁଯାୟୀ ପ୍ରଶାସନ ପକ୍ଷରୁ ସେତୁର ଉଭୟ ପାର୍ଶ୍ୱରେ ବାଲି ବସ୍ତା ଖଞ୍ଜାଯାଇ ସକାଳ ୭ ଟା ଠାରୁ ଯାତାୟାତ ବନ୍ଦ କରାଯାଇଛି। ଫଳରେ ଯାନବାହନ ଚଳାଚଳ ପାଇଁ ବ୍ୟାରେଜ ରାସ୍ତା ଏକମାତ୍ର ବିକଳ୍ପ ପାଲଟିଛି। ପ୍ରଶାସନିକ ସ୍ତରରେ ବିକଳ୍ପ ଯାନ ଯୋଗେ ଘୋଷଣା କରାଯାଇଥିଲେ ମଧ୍ୟ ସାଧାରଣ ଲୋକେ ଅସୁବିଧାର ସମ୍ମୁଖୀନ ହେଉଛନ୍ତି। ଆଗାମୀ ୧୫ ତାରିଖ ପର୍ଯ୍ୟନ୍ତ ମରାମତି କାର୍ଯ୍ୟ ଶେଷ ହେବ ବୋଲି କୁହାଯାଇଛି। <box>1105 267 1465 428</box>
brief-headline: ଯୋଗ ଶିବିର ଉଦଯାପିତ <box>2 938 114 991</box>
